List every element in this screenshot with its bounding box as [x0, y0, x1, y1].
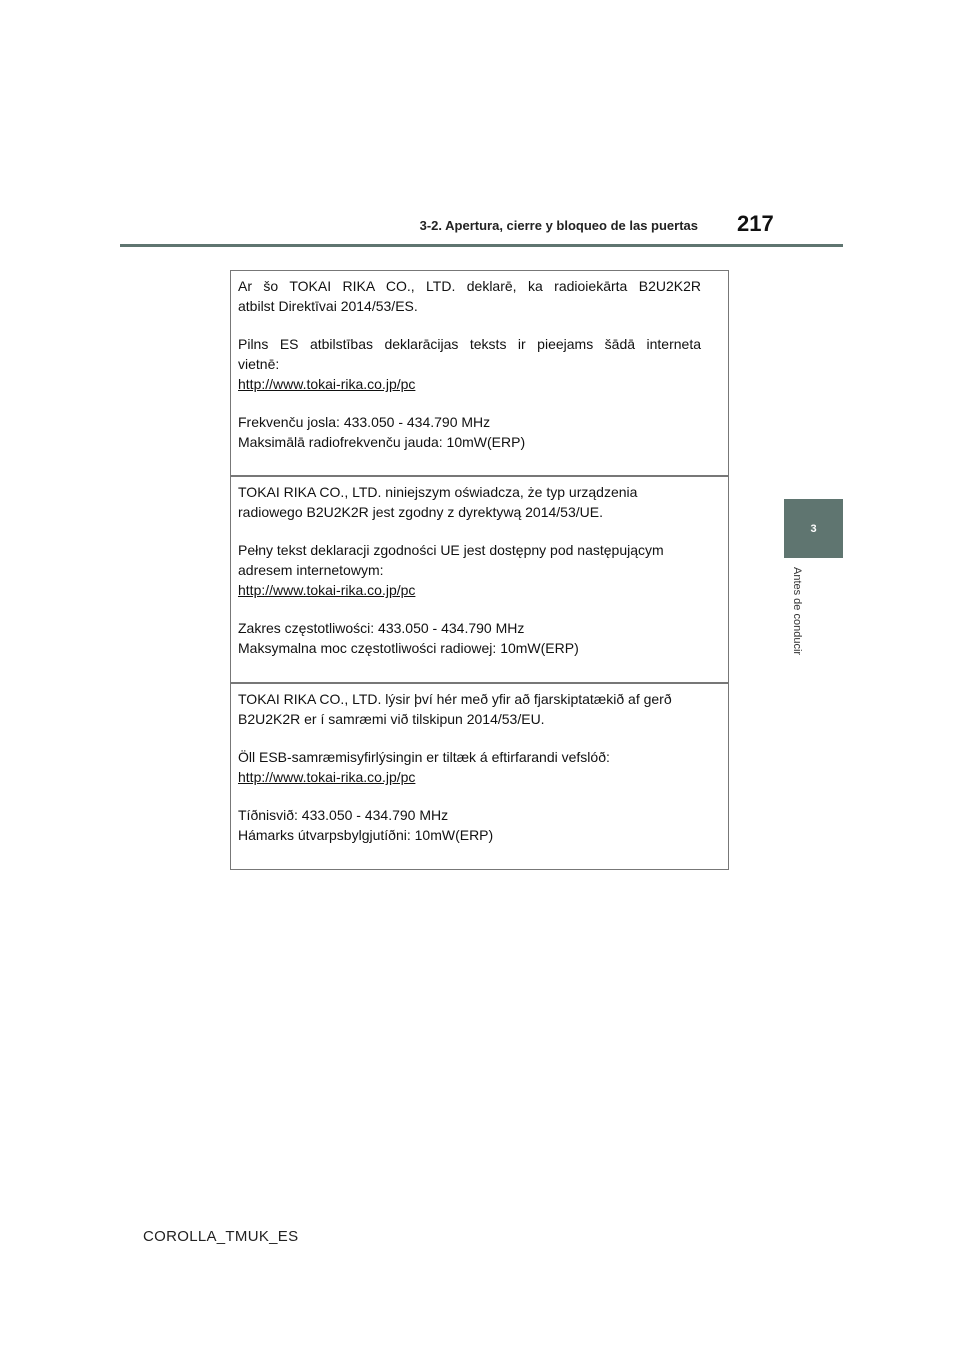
declaration-box-icelandic — [230, 683, 729, 870]
chapter-tab — [784, 499, 843, 558]
declaration-text: radiowego B2U2K2R jest zgodny z dyrektywą 2014/53/UE. — [238, 504, 603, 520]
document-code: COROLLA_TMUK_ES — [143, 1228, 299, 1245]
section-title: 3-2. Apertura, cierre y bloqueo de las puertas — [419, 218, 698, 233]
max-power: Maksimālā radiofrekvenču jauda: 10mW(ERP) — [238, 434, 526, 450]
frequency-band: Frekvenču josla: 433.050 - 434.790 MHz — [238, 414, 491, 430]
declaration-text: TOKAI RIKA CO., LTD. lýsir því hér með yfir að fjarskiptatækið af gerð — [238, 691, 672, 707]
declaration-text: Ar šo TOKAI RIKA CO., LTD. deklarē, ka radioiekārta B2U2K2R — [238, 278, 701, 294]
max-power: Hámarks útvarpsbylgjutíðni: 10mW(ERP) — [238, 827, 494, 843]
availability-text: Öll ESB-samræmisyfirlýsingin er tiltæk á eftirfarandi vefslóð: — [238, 749, 610, 765]
max-power: Maksymalna moc częstotliwości radiowej: 10mW(ERP) — [238, 640, 579, 656]
chapter-label: Antes de conducir — [791, 567, 803, 656]
declaration-link[interactable]: http://www.tokai-rika.co.jp/pc — [238, 769, 416, 785]
availability-text: Pełny tekst deklaracji zgodności UE jest dostępny pod następującym — [238, 542, 664, 558]
frequency-band: Tíðnisvið: 433.050 - 434.790 MHz — [238, 807, 449, 823]
declaration-link[interactable]: http://www.tokai-rika.co.jp/pc — [238, 376, 416, 392]
availability-text: Pilns ES atbilstības deklarācijas teksts ir pieejams šādā interneta — [238, 336, 701, 352]
frequency-band: Zakres częstotliwości: 433.050 - 434.790 MHz — [238, 620, 525, 636]
availability-text: adresem internetowym: — [238, 562, 384, 578]
availability-text: vietnē: — [238, 356, 280, 372]
chapter-number: 3 — [810, 522, 817, 535]
declaration-text: B2U2K2R er í samræmi við tilskipun 2014/53/EU. — [238, 711, 545, 727]
declaration-text: atbilst Direktīvai 2014/53/ES. — [238, 298, 418, 314]
page-number: 217 — [737, 211, 774, 236]
header-divider — [120, 244, 843, 247]
declaration-link[interactable]: http://www.tokai-rika.co.jp/pc — [238, 582, 416, 598]
declaration-text: TOKAI RIKA CO., LTD. niniejszym oświadcza, że typ urządzenia — [238, 484, 638, 500]
declaration-box-polish — [230, 476, 729, 683]
declaration-box-latvian — [230, 270, 729, 476]
